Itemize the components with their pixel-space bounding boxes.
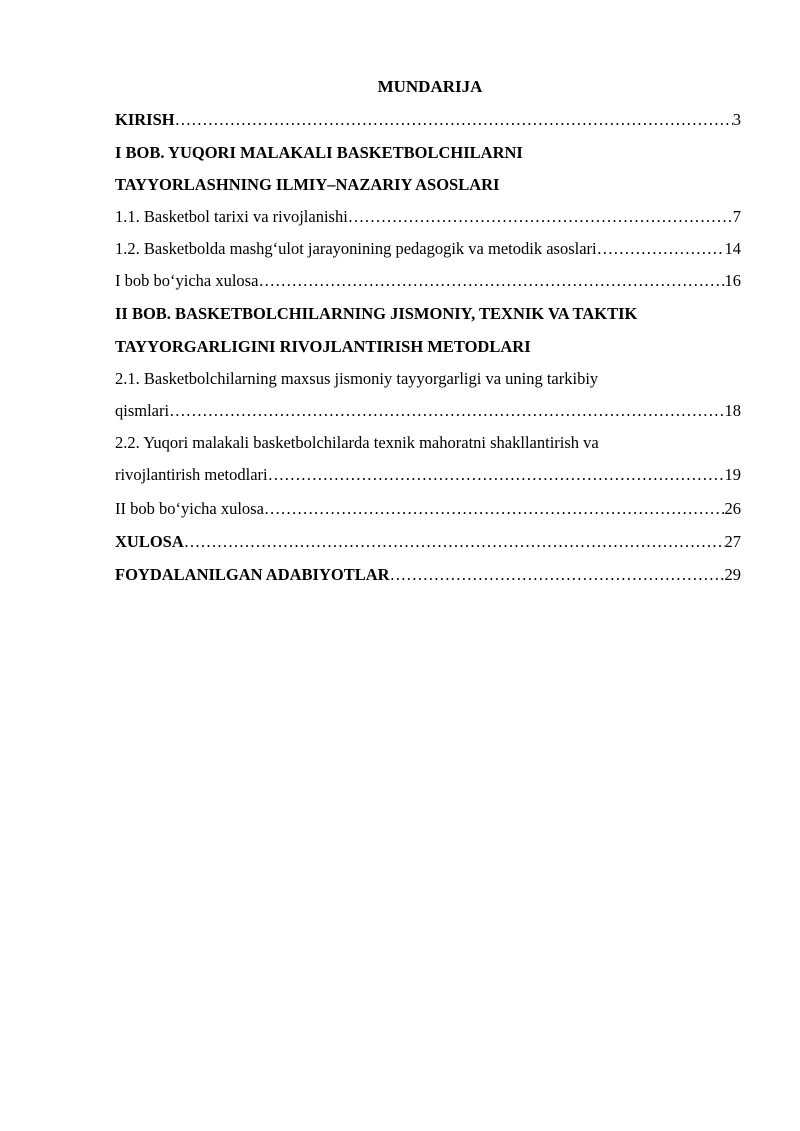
toc-leader-dots bbox=[390, 564, 725, 586]
toc-page-number: 19 bbox=[724, 465, 741, 484]
toc-entry-label: KIRISH bbox=[115, 110, 175, 129]
toc-leader-dots bbox=[175, 109, 733, 131]
toc-entry-label: 1.2. Basketbolda mashg‘ulot jarayonining pedagogik va metodik asoslari bbox=[115, 239, 597, 258]
toc-leader-dots bbox=[258, 270, 724, 292]
toc-page-number: 26 bbox=[724, 499, 741, 518]
toc-leader-dots bbox=[169, 400, 724, 422]
toc-entry-1-2 bbox=[115, 238, 741, 260]
toc-page-number: 18 bbox=[724, 401, 741, 420]
toc-leader-dots bbox=[184, 531, 725, 553]
toc-leader-dots bbox=[348, 206, 733, 228]
toc-page-number: 14 bbox=[724, 239, 741, 258]
toc-entry-chapter-2-summary bbox=[115, 498, 741, 520]
toc-leader-dots bbox=[268, 464, 725, 486]
toc-leader-dots bbox=[597, 238, 725, 260]
toc-page-number: 3 bbox=[732, 110, 741, 129]
toc-chapter-2-line-2: TAYYORGARLIGINI RIVOJLANTIRISH METODLARI bbox=[115, 337, 531, 356]
toc-entry-references bbox=[115, 564, 741, 586]
toc-leader-dots bbox=[264, 498, 725, 520]
toc-entry-label: II bob bo‘yicha xulosa bbox=[115, 499, 264, 518]
toc-entry-label: FOYDALANILGAN ADABIYOTLAR bbox=[115, 565, 390, 584]
toc-page-number: 16 bbox=[724, 271, 741, 290]
toc-chapter-1-line-2: TAYYORLASHNING ILMIY–NAZARIY ASOSLARI bbox=[115, 175, 500, 194]
toc-entry-2-1-line-1: 2.1. Basketbolchilarning maxsus jismoniy tayyorgarligi va uning tarkibiy bbox=[115, 369, 599, 388]
toc-chapter-1-line-1: I BOB. YUQORI MALAKALI BASKETBOLCHILARNI bbox=[115, 143, 523, 162]
toc-entry-label: I bob bo‘yicha xulosa bbox=[115, 271, 259, 290]
toc-page-number: 7 bbox=[732, 207, 741, 226]
toc-entry-1-1 bbox=[115, 206, 741, 228]
toc-entry-2-2-line-1: 2.2. Yuqori malakali basketbolchilarda texnik mahoratni shakllantirish va bbox=[115, 433, 599, 452]
toc-page-number: 29 bbox=[724, 565, 741, 584]
toc-entry-label: 1.1. Basketbol tarixi va rivojlanishi bbox=[115, 207, 348, 226]
toc-chapter-2-line-1: II BOB. BASKETBOLCHILARNING JISMONIY, TEXNIK VA TAKTIK bbox=[115, 304, 638, 323]
toc-entry-label: qismlari bbox=[115, 401, 170, 420]
toc-entry-chapter-1-summary bbox=[115, 270, 741, 292]
toc-entry-label: rivojlantirish metodlari bbox=[115, 465, 268, 484]
toc-page-number: 27 bbox=[724, 532, 741, 551]
toc-entry-xulosa bbox=[115, 531, 741, 553]
toc-entry-2-2 bbox=[115, 464, 741, 486]
toc-entry-kirish bbox=[115, 109, 741, 131]
toc-title: MUNDARIJA bbox=[377, 77, 483, 96]
toc-entry-2-1 bbox=[115, 400, 741, 422]
toc-entry-label: XULOSA bbox=[115, 532, 184, 551]
